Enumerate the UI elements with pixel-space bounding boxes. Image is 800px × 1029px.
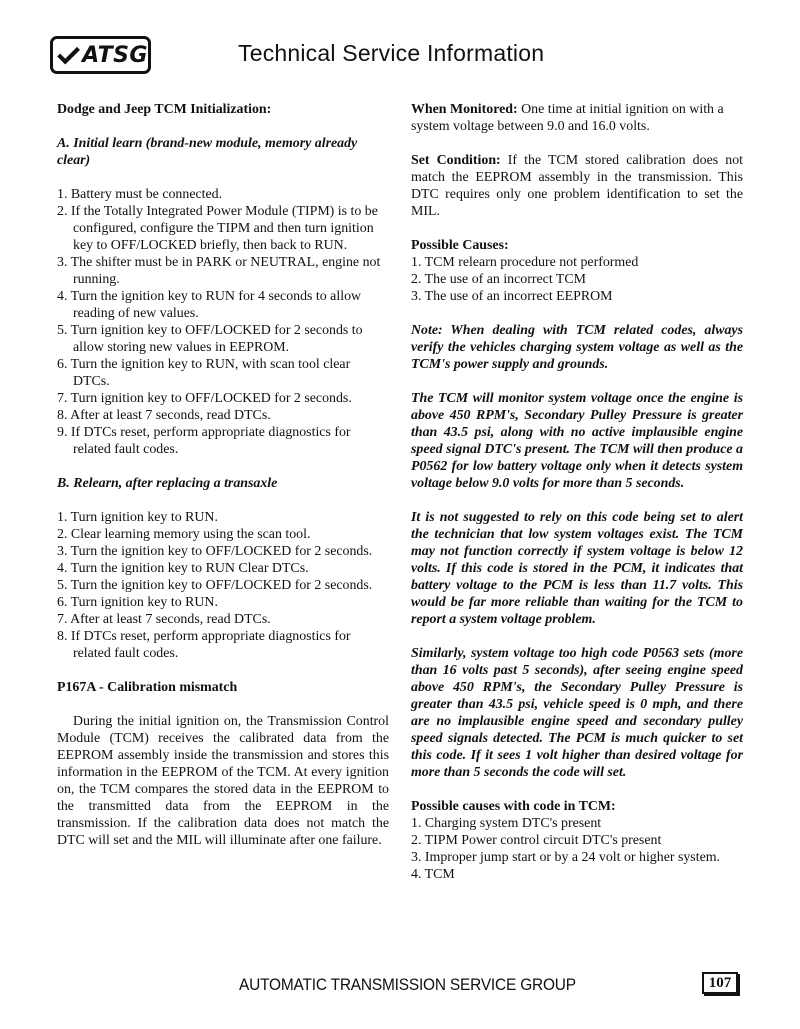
steps-a-list (57, 186, 389, 458)
tcm-causes-list (411, 815, 743, 883)
list-item: 4. Turn the ignition key to RUN Clear DTCs. (57, 561, 309, 576)
reliability-paragraph: It is not suggested to rely on this code being set to alert the technician that low system voltages exist. The TCM may not function correctly if system voltage is below 12 volts. If this code is stored in the PCM, it indicates that battery voltage to the PCM is less than 11.7 volts. This would be far more reliable than waiting for the TCM to report a system voltage problem. (411, 510, 743, 627)
left-column (57, 101, 389, 849)
logo-text: ATSG (82, 42, 148, 68)
list-item: 2. The use of an incorrect TCM (411, 272, 587, 287)
list-item: 2. Clear learning memory using the scan tool. (57, 527, 311, 542)
list-item: 3. The use of an incorrect EEPROM (411, 289, 613, 304)
page-number: 107 (702, 972, 738, 994)
steps-b-list (57, 509, 389, 662)
footer-organization: AUTOMATIC TRANSMISSION SERVICE GROUP (239, 975, 576, 994)
checkmark-icon (57, 44, 80, 66)
list-item: 6. Turn ignition key to RUN. (57, 595, 218, 610)
list-item: 7. Turn ignition key to OFF/LOCKED for 2 seconds. (57, 391, 352, 406)
page-header (50, 36, 760, 76)
note-paragraph: Note: When dealing with TCM related codes, always verify the vehicles charging system voltage as well as the TCM's power supply and grounds. (411, 323, 743, 372)
list-item: 5. Turn the ignition key to OFF/LOCKED for 2 seconds. (57, 578, 373, 593)
possible-causes-heading: Possible Causes: (411, 238, 509, 253)
high-voltage-paragraph: Similarly, system voltage too high code P0563 sets (more than 16 volts past 5 seconds), after seeing engine speed above 450 RPM's, the Secondary Pulley Pressure is greater than 43.5 psi, vehicle speed is 0 mph, and there are no implausible engine speed and secondary pulley speed signals detected. The PCM is much quicker to set this code. If it sees 1 volt higher than desired voltage for more than 5 seconds the code will set. (411, 646, 743, 780)
list-item: 5. Turn ignition key to OFF/LOCKED for 2 seconds to allow storing new values in EEPROM. (57, 323, 363, 355)
list-item: 1. Battery must be connected. (57, 187, 223, 202)
tcm-causes-heading: Possible causes with code in TCM: (411, 799, 616, 814)
list-item: 9. If DTCs reset, perform appropriate diagnostics for related fault codes. (57, 425, 351, 457)
when-monitored-text: One time at initial ignition on with a system voltage between 9.0 and 16.0 volts. (411, 102, 724, 134)
list-item: 4. TCM (411, 867, 455, 882)
section-heading: Dodge and Jeep TCM Initialization: (57, 102, 272, 117)
list-item: 1. Charging system DTC's present (411, 816, 602, 831)
when-monitored (411, 101, 743, 135)
list-item: 8. After at least 7 seconds, read DTCs. (57, 408, 271, 423)
subsection-b-heading: B. Relearn, after replacing a transaxle (57, 476, 278, 491)
list-item: 2. If the Totally Integrated Power Module (TIPM) is to be configured, configure the TIPM and then turn ignition key to OFF/LOCKED briefly, then back to RUN. (57, 204, 378, 253)
right-column (411, 101, 743, 883)
atsg-logo (50, 36, 151, 74)
possible-causes-list (411, 254, 743, 305)
list-item: 1. Turn ignition key to RUN. (57, 510, 218, 525)
when-monitored-label: When Monitored: (411, 102, 518, 117)
list-item: 7. After at least 7 seconds, read DTCs. (57, 612, 271, 627)
list-item: 3. Turn the ignition key to OFF/LOCKED for 2 seconds. (57, 544, 373, 559)
code-heading: P167A - Calibration mismatch (57, 680, 238, 695)
low-voltage-paragraph: The TCM will monitor system voltage once the engine is above 450 RPM's, Secondary Pulley Pressure is greater than 43.5 psi, along with no active implausible engine speed signal DTC's present. The TCM will then produce a P0562 for low battery voltage only when it detects system voltage below 9.0 volts for more than 5 seconds. (411, 391, 743, 491)
list-item: 2. TIPM Power control circuit DTC's present (411, 833, 662, 848)
set-condition-label: Set Condition: (411, 153, 501, 168)
list-item: 8. If DTCs reset, perform appropriate diagnostics for related fault codes. (57, 629, 351, 661)
code-description: During the initial ignition on, the Transmission Control Module (TCM) receives the calibrated data from the EEPROM assembly inside the transmission and stores this information in the EEPROM of the TCM. At every ignition on, the TCM compares the stored data in the EEPROM to the transmitted data from the EEPROM in the transmission. If the calibration data does not match the DTC will set and the MIL will illuminate after one failure. (57, 714, 389, 848)
list-item: 3. Improper jump start or by a 24 volt or higher system. (411, 850, 721, 865)
list-item: 4. Turn the ignition key to RUN for 4 seconds to allow reading of new values. (57, 289, 362, 321)
set-condition (411, 152, 743, 220)
list-item: 6. Turn the ignition key to RUN, with scan tool clear DTCs. (57, 357, 351, 389)
page-footer (0, 972, 800, 1002)
set-condition-text: If the TCM stored calibration does not match the EEPROM assembly in the transmission. This DTC requires only one problem identification to set the MIL. (411, 153, 743, 219)
list-item: 3. The shifter must be in PARK or NEUTRAL, engine not running. (57, 255, 381, 287)
page-title: Technical Service Information (238, 40, 545, 66)
subsection-a-heading: A. Initial learn (brand-new module, memory already clear) (57, 136, 358, 168)
list-item: 1. TCM relearn procedure not performed (411, 255, 639, 270)
